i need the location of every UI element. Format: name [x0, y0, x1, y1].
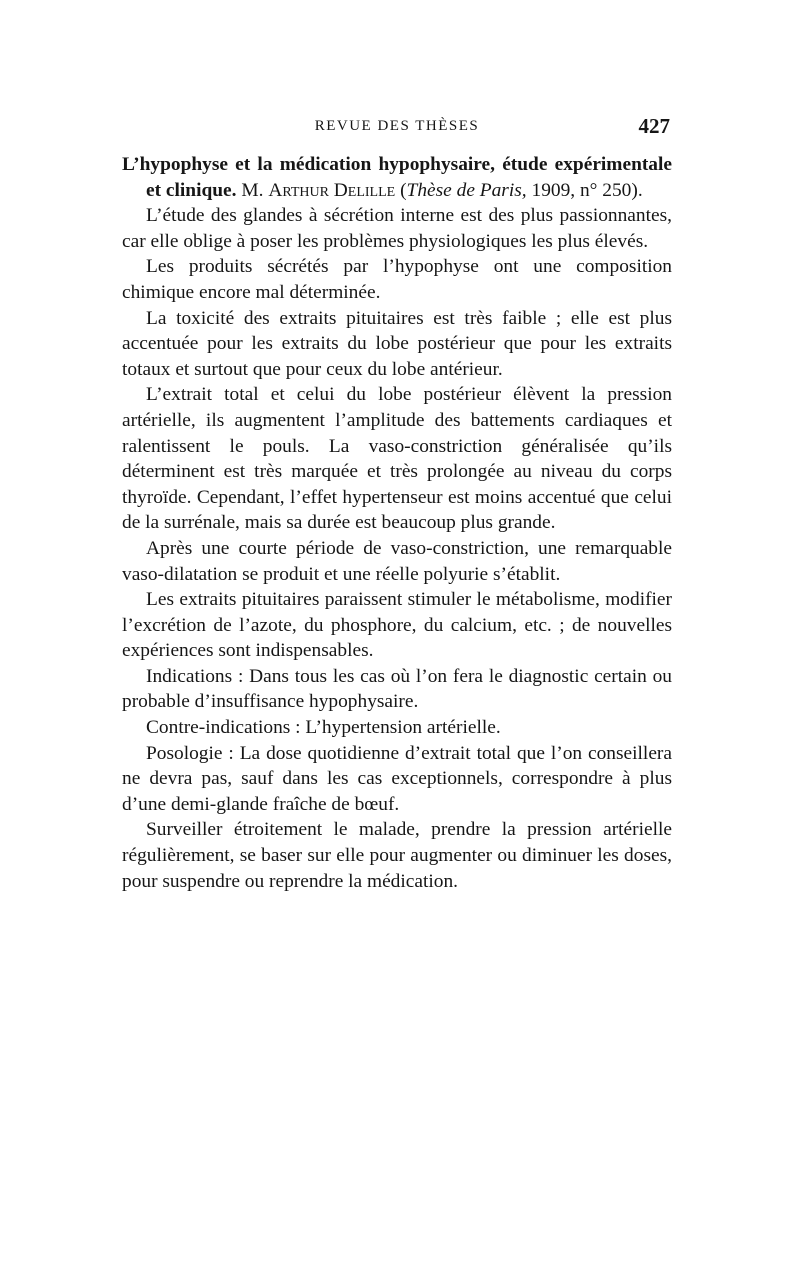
thesis-details: 1909, n° 250). [531, 179, 643, 201]
entry-title: L’hypophyse et la médication hypophysaire, étude expérimentale et clinique. [122, 154, 672, 201]
paragraph-introduction: L’étude des glandes à sécrétion interne est des plus passionnantes, car elle oblige à poser les problèmes physiologiques les plus élevés. [122, 205, 672, 252]
author-prefix: M. [241, 179, 264, 201]
thesis-reference: Thèse de Paris, [406, 179, 527, 201]
paragraph-blood-pressure: L’extrait total et celui du lobe postérieur élèvent la pression artérielle, ils augmentent l’amplitude des battements cardiaques et ralentissent le pouls. La vaso-constriction généralisée qu’ils déterminent est très marquée et très prolongée au niveau du corps thyroïde. Cependant, l’effet hypertenseur est moins accentué que celui de la surrénale, mais sa durée est beaucoup plus grande. [122, 384, 672, 534]
entry-heading [122, 152, 672, 203]
running-head [122, 114, 672, 138]
paragraph-monitoring: Surveiller étroitement le malade, prendre la pression artérielle régulièrement, se baser sur elle pour augmenter ou diminuer les doses, pour suspendre ou reprendre la médication. [122, 819, 672, 892]
paragraph-toxicity: La toxicité des extraits pituitaires est très faible ; elle est plus accentuée pour les extraits du lobe postérieur que pour les extraits totaux et surtout que pour ceux du lobe antérieur. [122, 307, 672, 380]
thesis-review-text [122, 152, 672, 894]
paragraph-posology: Posologie : La dose quotidienne d’extrait total que l’on conseillera ne devra pas, sauf dans les cas exceptionnels, correspondre à plus d’une demi-glande fraîche de bœuf. [122, 742, 672, 815]
paragraph-indications: Indications : Dans tous les cas où l’on fera le diagnostic certain ou probable d’insuffisance hypophysaire. [122, 665, 672, 713]
paragraph-composition: Les produits sécrétés par l’hypophyse ont une composition chimique encore mal déterminée. [122, 256, 672, 303]
page-number: 427 [638, 114, 670, 138]
paragraph-contraindications: Contre-indications : L’hypertension artérielle. [146, 717, 501, 739]
thesis-open-paren: ( [400, 179, 407, 201]
author-name: Arthur Delille [268, 179, 396, 201]
running-title: REVUE DES THÈSES [314, 118, 480, 134]
paragraph-metabolism: Les extraits pituitaires paraissent stimuler le métabolisme, modifier l’excrétion de l’azote, du phosphore, du calcium, etc. ; de nouvelles expériences sont indispensables. [122, 589, 672, 662]
paragraph-vasodilatation: Après une courte période de vaso-constriction, une remarquable vaso-dilatation se produit et une réelle polyurie s’établit. [122, 537, 672, 585]
